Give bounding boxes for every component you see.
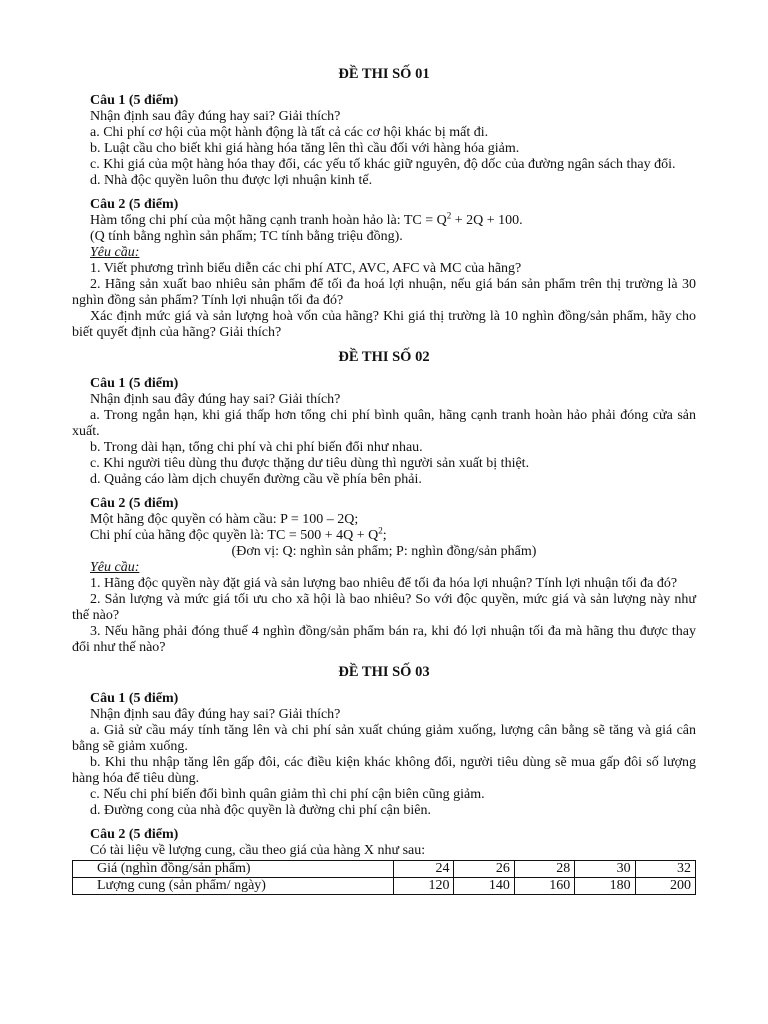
exam-03 (72, 664, 696, 895)
statement-a: a. Trong ngắn hạn, khi giá thấp hơn tổng chi phí bình quân, hãng cạnh tranh hoàn hảo phải đóng cửa sản xuất. (72, 408, 696, 439)
question-2-title: Câu 2 (5 điểm) (90, 827, 179, 842)
supply-table (72, 860, 696, 895)
statement-b: b. Khi thu nhập tăng lên gấp đôi, các điều kiện khác không đổi, người tiêu dùng sẽ mua gấp đôi số lượng hàng hóa để tiêu dùng. (72, 755, 696, 786)
requirement-1: 1. Hãng độc quyền này đặt giá và sản lượng bao nhiêu để tối đa hóa lợi nhuận? Tính lợi nhuận tối đa đó? (90, 576, 678, 591)
statement-d: d. Đường cong của nhà độc quyền là đường chi phí cận biên. (90, 803, 432, 818)
cost-function: Hàm tổng chi phí của một hãng cạnh tranh hoàn hảo là: TC = $Q^2 + 2Q + 100$. (90, 210, 523, 228)
table-cell: 180 (575, 878, 635, 895)
table-cell: 140 (454, 878, 514, 895)
statement-a: a. Giả sử cầu máy tính tăng lên và chi phí sản xuất chúng giảm xuống, lượng cân bằng sẽ tăng và giá cân bằng sẽ giảm xuống. (72, 723, 696, 754)
requirement-2: 2. Hãng sản xuất bao nhiêu sản phẩm để tối đa hoá lợi nhuận, nếu giá bán sản phẩm trên thị trường là 30 nghìn đồng sản phẩm? Tính lợi nhuận tối đa đó? (72, 277, 696, 308)
demand-function: Một hãng độc quyền có hàm cầu: P = 100 – 2Q; (90, 512, 359, 527)
question-2-intro: Có tài liệu về lượng cung, cầu theo giá của hàng X như sau: (90, 843, 426, 858)
statement-b: b. Trong dài hạn, tổng chi phí và chi phí biến đổi như nhau. (90, 440, 423, 455)
question-1-intro: Nhận định sau đây đúng hay sai? Giải thích? (90, 707, 341, 722)
statement-c: c. Nếu chi phí biến đổi bình quân giảm thì chi phí cận biên cũng giảm. (90, 787, 485, 802)
question-2-title: Câu 2 (5 điểm) (90, 197, 179, 212)
requirement-2: 2. Sản lượng và mức giá tối ưu cho xã hội là bao nhiêu? So với độc quyền, mức giá và sản lượng này như thế nào? (72, 592, 696, 623)
exam-title: ĐỀ THI SỐ 02 (338, 349, 430, 365)
exam-02 (72, 349, 696, 656)
units-note: (Đơn vị: Q: nghìn sản phẩm; P: nghìn đồng/sản phẩm) (231, 544, 537, 559)
table-cell: 24 (394, 861, 454, 878)
table-row (73, 878, 696, 895)
question-1-title: Câu 1 (5 điểm) (90, 376, 179, 391)
question-1-intro: Nhận định sau đây đúng hay sai? Giải thích? (90, 109, 341, 124)
table-row (73, 861, 696, 878)
table-cell: 28 (514, 861, 574, 878)
table-cell: 200 (635, 878, 695, 895)
table-cell: 26 (454, 861, 514, 878)
question-1-title: Câu 1 (5 điểm) (90, 691, 179, 706)
table-row-label: Lượng cung (sản phẩm/ ngày) (73, 878, 394, 895)
question-1-title: Câu 1 (5 điểm) (90, 93, 179, 108)
cost-function: Chi phí của hãng độc quyền là: TC = $500 + 4Q + Q^2$; (90, 525, 387, 543)
requirement-3: 3. Nếu hãng phải đóng thuế 4 nghìn đồng/sản phẩm bán ra, khi đó lợi nhuận tối đa mà hãng thu được thay đổi như thế nào? (72, 624, 696, 655)
table-cell: 120 (394, 878, 454, 895)
statement-d: d. Quảng cáo làm dịch chuyển đường cầu về phía bên phải. (90, 472, 422, 487)
table-cell: 30 (575, 861, 635, 878)
requirement-1: 1. Viết phương trình biểu diễn các chi phí ATC, AVC, AFC và MC của hãng? (90, 261, 522, 276)
table-cell: 160 (514, 878, 574, 895)
exam-document (72, 66, 696, 895)
question-2-title: Câu 2 (5 điểm) (90, 496, 179, 511)
requirements-label: Yêu cầu: (90, 245, 140, 260)
statement-d: d. Nhà độc quyền luôn thu được lợi nhuận kinh tế. (90, 173, 373, 188)
table-cell: 32 (635, 861, 695, 878)
statement-a: a. Chi phí cơ hội của một hành động là tất cả các cơ hội khác bị mất đi. (90, 125, 489, 140)
exam-01 (72, 66, 696, 341)
statement-b: b. Luật cầu cho biết khi giá hàng hóa tăng lên thì cầu đối với hàng hóa giảm. (90, 141, 520, 156)
exam-title: ĐỀ THI SỐ 03 (338, 664, 430, 680)
table-row-label: Giá (nghìn đồng/sản phẩm) (73, 861, 394, 878)
exam-title: ĐỀ THI SỐ 01 (338, 66, 430, 82)
requirements-label: Yêu cầu: (90, 560, 140, 575)
units-note: (Q tính bằng nghìn sản phẩm; TC tính bằng triệu đồng). (90, 229, 403, 244)
statement-c: c. Khi người tiêu dùng thu được thặng dư tiêu dùng thì người sản xuất bị thiệt. (90, 456, 530, 471)
question-1-intro: Nhận định sau đây đúng hay sai? Giải thích? (90, 392, 341, 407)
statement-c: c. Khi giá của một hàng hóa thay đổi, các yếu tố khác giữ nguyên, độ dốc của đường ngân sách thay đổi. (90, 157, 676, 172)
requirement-3: Xác định mức giá và sản lượng hoà vốn của hãng? Khi giá thị trường là 10 nghìn đồng/sản phẩm, hãy cho biết quyết định của hãng? Giải thích? (72, 309, 696, 340)
